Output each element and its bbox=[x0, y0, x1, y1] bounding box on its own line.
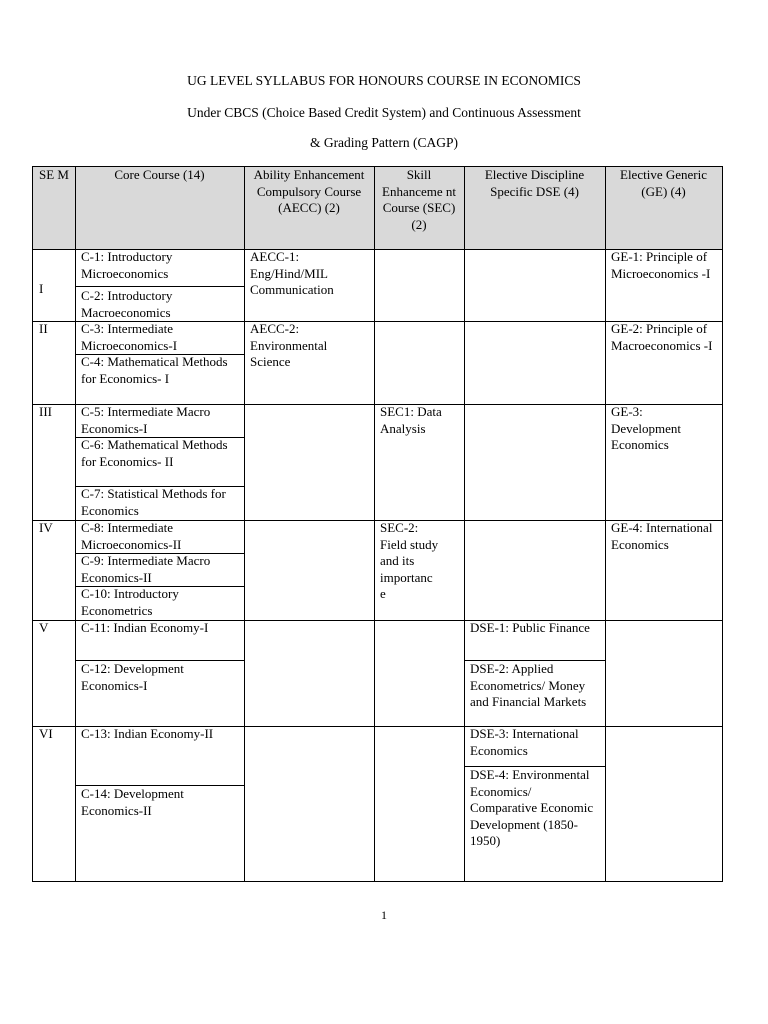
aecc-2: AECC-2: Environmental Science bbox=[250, 321, 328, 369]
core-c14: C-14: Development Economics-II bbox=[81, 786, 184, 818]
sem-label-6: VI bbox=[39, 726, 53, 741]
sem-label-3: III bbox=[39, 404, 52, 419]
core-c13: C-13: Indian Economy-II bbox=[81, 726, 214, 741]
ge-3: GE-3: Development Economics bbox=[611, 404, 682, 452]
document-title: UG LEVEL SYLLABUS FOR HONOURS COURSE IN ECONOMICS bbox=[187, 73, 581, 88]
ge-2: GE-2: Principle of Macroeconomics -I bbox=[611, 321, 713, 353]
core-c1: C-1: Introductory Microeconomics bbox=[81, 249, 173, 281]
core-c3: C-3: Intermediate Microeconomics-I bbox=[81, 321, 178, 353]
sem-label-1: I bbox=[39, 281, 44, 296]
page-number: 1 bbox=[381, 908, 387, 922]
sem-label-4: IV bbox=[39, 520, 53, 535]
header-sec: Skill Enhanceme nt Course (SEC) (2) bbox=[374, 167, 464, 249]
ge-4: GE-4: International Economics bbox=[611, 520, 713, 552]
dse-1: DSE-1: Public Finance bbox=[470, 620, 590, 635]
core-c5: C-5: Intermediate Macro Economics-I bbox=[81, 404, 211, 436]
header-core-course: Core Course (14) bbox=[75, 167, 244, 249]
core-c2: C-2: Introductory Macroeconomics bbox=[81, 288, 173, 320]
document-subtitle: Under CBCS (Choice Based Credit System) and Continuous Assessment bbox=[187, 105, 581, 120]
header-sem: SE M bbox=[33, 167, 75, 249]
header-aecc: Ability Enhancement Compulsory Course (AECC) (2) bbox=[244, 167, 374, 249]
syllabus-table bbox=[32, 166, 723, 882]
core-c9: C-9: Intermediate Macro Economics-II bbox=[81, 553, 211, 585]
core-c8: C-8: Intermediate Microeconomics-II bbox=[81, 520, 182, 552]
dse-4: DSE-4: Environmental Economics/ Comparative Economic Development (1850- 1950) bbox=[470, 767, 594, 848]
dse-3: DSE-3: International Economics bbox=[470, 726, 579, 758]
header-dse: Elective Discipline Specific DSE (4) bbox=[464, 167, 605, 249]
core-c7: C-7: Statistical Methods for Economics bbox=[81, 486, 226, 518]
aecc-1: AECC-1: Eng/Hind/MIL Communication bbox=[250, 249, 334, 297]
core-c10: C-10: Introductory Econometrics bbox=[81, 586, 179, 618]
sec-1: SEC1: Data Analysis bbox=[380, 404, 442, 436]
header-ge: Elective Generic (GE) (4) bbox=[605, 167, 722, 249]
document-subtitle-continued: & Grading Pattern (CAGP) bbox=[309, 135, 459, 150]
core-c12: C-12: Development Economics-I bbox=[81, 661, 184, 693]
core-c11: C-11: Indian Economy-I bbox=[81, 620, 209, 635]
sem-label-5: V bbox=[39, 620, 49, 635]
dse-2: DSE-2: Applied Econometrics/ Money and Financial Markets bbox=[470, 661, 587, 709]
ge-1: GE-1: Principle of Microeconomics -I bbox=[611, 249, 711, 281]
core-c4: C-4: Mathematical Methods for Economics- I bbox=[81, 354, 228, 386]
sem-label-2: II bbox=[39, 321, 48, 336]
sub-row-divider bbox=[75, 286, 244, 287]
core-c6: C-6: Mathematical Methods for Economics- II bbox=[81, 437, 228, 469]
sec-2: SEC-2: Field study and its importanc e bbox=[380, 520, 439, 601]
